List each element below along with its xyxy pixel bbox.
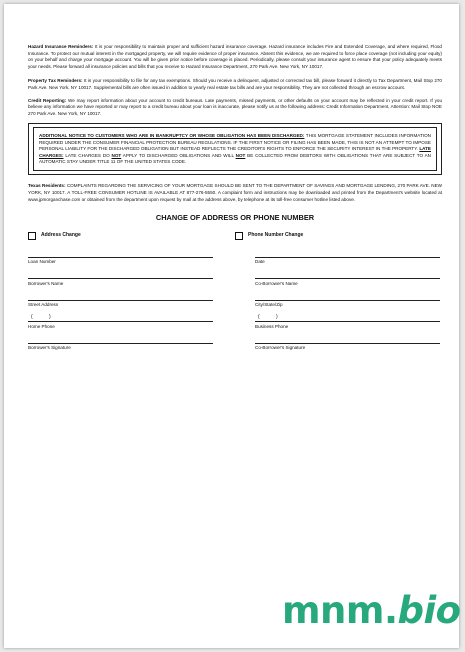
coborrower-signature-line [255, 343, 440, 344]
business-phone-line [255, 321, 440, 322]
form-row-phones [28, 315, 442, 337]
form-row-signatures [28, 337, 442, 359]
bankruptcy-notice-heading: ADDITIONAL NOTICE TO CUSTOMERS WHO ARE IN BANKRUPTCY OR WHOSE OBLIGATION HAS BEEN DISCHARGED: [39, 133, 305, 139]
city-state-zip-field[interactable] [255, 294, 440, 316]
borrower-name-line [28, 278, 213, 279]
street-address-line [28, 300, 213, 301]
address-change-checkbox[interactable] [28, 232, 36, 240]
home-phone-line [28, 321, 213, 322]
property-tax-label: Property Tax Reminders: [28, 78, 83, 84]
address-change-option[interactable] [28, 231, 235, 241]
date-label: Date [255, 259, 265, 265]
not-emphasis-2: NOT [235, 152, 246, 158]
coborrower-signature-field[interactable] [255, 337, 440, 359]
form-row-loan-date [28, 251, 442, 273]
coborrower-name-line [255, 278, 440, 279]
loan-number-label: Loan Number [28, 259, 56, 265]
late-charges-label: LATE CHARGES: [39, 146, 431, 158]
business-phone-paren-close: ) [276, 314, 278, 321]
bankruptcy-notice-text-1: THIS MORTGAGE STATEMENT INCLUDES INFORMATION REQUIRED UNDER THE CONSUMER FINANCIAL PROTECTION BUREAU REGULATIONS. IF THE FIRST NOTICE OR FILING HAS BEEN MADE, THIS IS NOT AN ATTEMPT TO IMPOSE PERSONAL LIABILITY FOR THE DISCHARGED OBLIGATION BUT INSTEAD REFLECTS THE CREDITOR'S RIGHTS TO ENFORCE THE SECURITY INTEREST IN THE PROPERTY. [39, 133, 431, 152]
date-line [255, 257, 440, 258]
watermark-tld: bio [397, 589, 461, 632]
date-field[interactable] [255, 251, 440, 273]
hazard-insurance-text: It is your responsibility to maintain proper and sufficient hazard insurance coverage. Hazard insurance includes Fire and Extended Coverage, and where required, Flood Insurance. To protect our mutual interest in the mortgaged property, we will require evidence of proper insurance. Absent this evidence, we are required to force place coverage (not including your equity) on your behalf and charge your mortgage account. You will be given prior notice before coverage is placed. Periodically, please consult your insurance agent to ensure that your policy adequately meets your needs. Please forward all insurance policies and bills that you receive to Hazard Insurance Department, 270 Park Ave. New York, NY 10017. [28, 44, 442, 69]
bankruptcy-notice-text-2: LATE CHARGES DO [63, 152, 112, 158]
business-phone-label: Business Phone [255, 323, 289, 329]
property-tax-text: It is your responsibility to file for any tax exemptions. Should you receive a delinquent, adjusted or corrected tax bill, please forward it directly to Tax Department, Mail Stop 270 Park Ave. New York, NY 10017. Supplemental bills are often issued in addition to yearly real estate tax bills and are your responsibility. They are not collected through an escrow account. [28, 78, 442, 90]
business-phone-field[interactable] [255, 315, 440, 337]
texas-residents-text-upper: COMPLAINTS REGARDING THE SERVICING OF YOUR MORTGAGE SHOULD BE SENT TO THE DEPARTMENT OF SAVINGS AND MORTGAGE LENDING, 270 PARK AVE. NEW YORK, NY 10017. A TOLL-FREE CONSUMER HOTLINE IS AVAILABLE AT 877-276-5550. [28, 183, 442, 195]
borrower-signature-label: Borrower's Signature [28, 345, 71, 351]
property-tax-paragraph [28, 78, 442, 91]
credit-reporting-label: Credit Reporting: [28, 97, 67, 103]
hazard-insurance-label: Hazard Insurance Reminders: [28, 44, 94, 49]
form-row-names [28, 272, 442, 294]
bankruptcy-notice-text-3: APPLY TO DISCHARGED OBLIGATIONS AND WILL [121, 152, 236, 158]
credit-reporting-text: We may report information about your account to credit bureaus. Late payments, missed payments, or other defaults on your account may be reflected in your credit report. If you believe any information we have reported or may report to a credit bureau about your loan is inaccurate, please notify us at the following address: Credit Information Department, Attention: Mail Stop NOE 270 Park Ave. New York, NY 10017. [28, 97, 442, 116]
not-emphasis-1: NOT [111, 152, 122, 158]
loan-number-line [28, 257, 213, 258]
change-form-title: CHANGE OF ADDRESS OR PHONE NUMBER [155, 213, 315, 223]
loan-number-field[interactable] [28, 251, 213, 273]
document-page [4, 4, 459, 648]
form-row-address [28, 294, 442, 316]
city-state-zip-line [255, 300, 440, 301]
home-phone-label: Home Phone [28, 323, 55, 329]
home-phone-paren-open: ( [31, 314, 33, 321]
texas-residents-paragraph [28, 183, 442, 203]
phone-change-option[interactable] [235, 231, 442, 241]
business-phone-paren-open: ( [258, 314, 260, 321]
home-phone-field[interactable] [28, 315, 213, 337]
coborrower-signature-label: Co-Borrower's Signature [255, 345, 306, 351]
document-content [28, 44, 442, 358]
credit-reporting-paragraph [28, 98, 442, 118]
borrower-name-field[interactable] [28, 272, 213, 294]
city-state-zip-label: City/State/Zip [255, 302, 283, 308]
borrower-signature-field[interactable] [28, 337, 213, 359]
change-type-checkboxes [28, 231, 442, 241]
phone-change-label: Phone Number Change [248, 232, 304, 239]
borrower-name-label: Borrower's Name [28, 280, 64, 286]
phone-change-checkbox[interactable] [235, 232, 243, 240]
borrower-signature-line [28, 343, 213, 344]
bankruptcy-notice-box [28, 123, 442, 175]
hazard-insurance-paragraph [28, 44, 442, 70]
street-address-label: Street Address [28, 302, 59, 308]
texas-residents-label: Texas Residents: [28, 183, 66, 189]
coborrower-name-label: Co-Borrower's Name [255, 280, 298, 286]
bankruptcy-notice-text-4: BE COLLECTED FROM DEBTORS WITH OBLIGATIONS THAT ARE SUBJECT TO AN AUTOMATIC STAY UNDER TITLE 11 OF THE UNITED STATES CODE. [39, 152, 431, 164]
texas-residents-text-lower: A complaint form and instructions may be downloaded and printed from the Department's website located at www.jpmorganchase.com or obtained from the department upon request by mail at the address above, by telephone at its toll-free consumer hotline listed above. [28, 189, 443, 202]
street-address-field[interactable] [28, 294, 213, 316]
coborrower-name-field[interactable] [255, 272, 440, 294]
bankruptcy-notice-inner [33, 127, 437, 171]
home-phone-paren-close: ) [49, 314, 51, 321]
address-change-label: Address Change [41, 232, 81, 239]
watermark-logo [282, 589, 461, 632]
watermark-name: mnm. [282, 589, 398, 632]
